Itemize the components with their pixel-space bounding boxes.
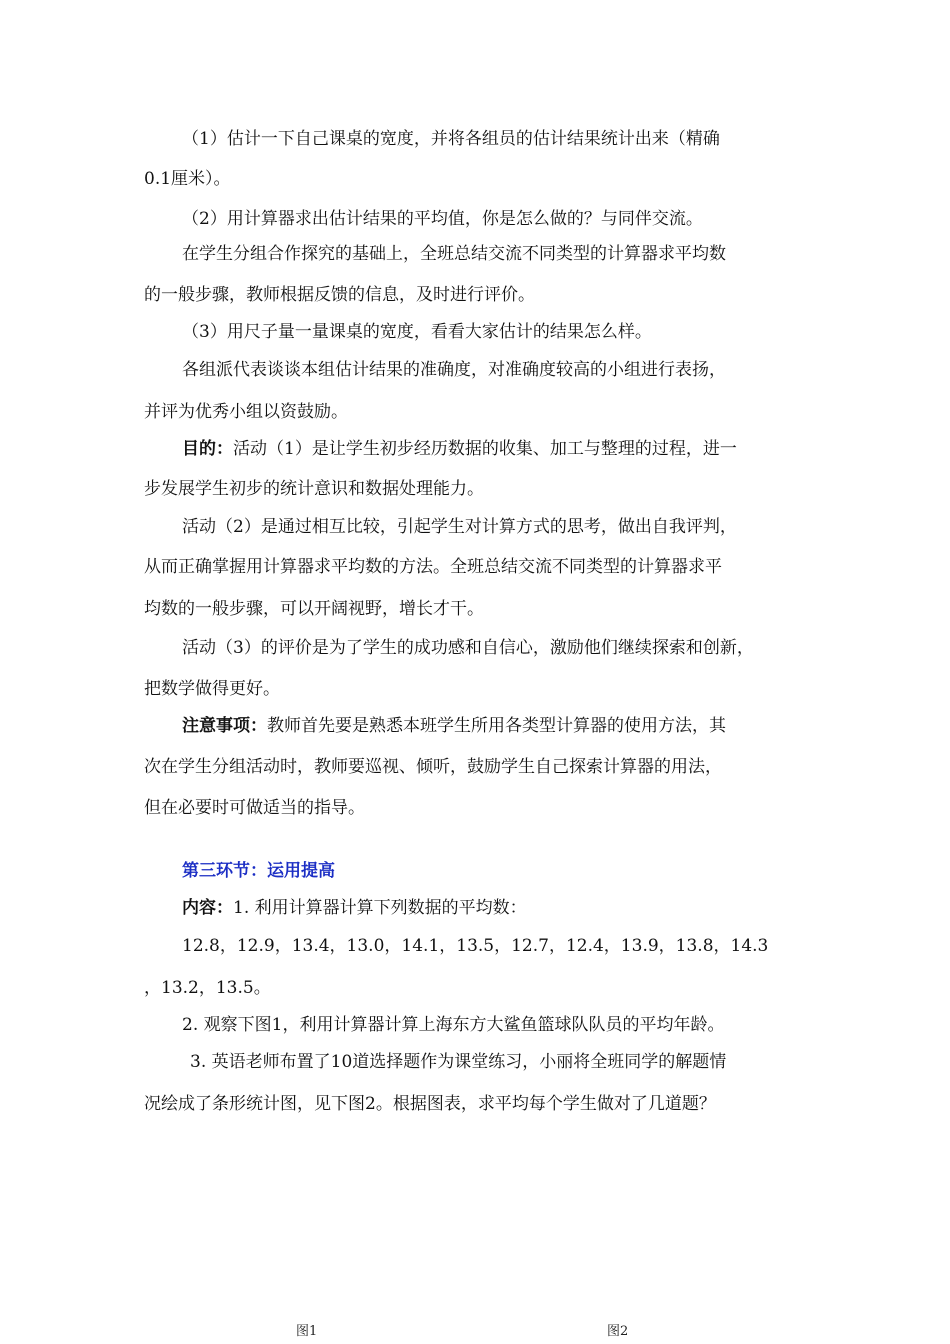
activity-1-line-1: （1）估计一下自己课桌的宽度，并将各组员的估计结果统计出来（精确 xyxy=(182,129,720,149)
content-line xyxy=(182,896,527,920)
purpose-3-line-2: 把数学做得更好。 xyxy=(144,679,280,699)
activity-1-line-2: 0.1厘米）。 xyxy=(144,169,231,189)
notes-line-2: 次在学生分组活动时，教师要巡视、倾听，鼓励学生自己探索计算器的用法， xyxy=(144,757,722,777)
content-label: 内容： xyxy=(182,898,233,918)
notes-line-1 xyxy=(182,714,726,738)
representatives-line-2: 并评为优秀小组以资鼓励。 xyxy=(144,402,348,422)
purpose-2-line-3: 均数的一般步骤，可以开阔视野，增长才干。 xyxy=(144,599,484,619)
purpose-label: 目的： xyxy=(182,439,233,459)
summary-line-1: 在学生分组合作探究的基础上，全班总结交流不同类型的计算器求平均数 xyxy=(182,244,726,264)
purpose-line-1 xyxy=(182,437,737,461)
question-3-line-1: 3. 英语老师布置了10道选择题作为课堂练习，小丽将全班同学的解题情 xyxy=(190,1052,727,1072)
summary-line-2: 的一般步骤，教师根据反馈的信息，及时进行评价。 xyxy=(144,285,535,305)
purpose-line-2: 步发展学生初步的统计意识和数据处理能力。 xyxy=(144,479,484,499)
data-line-1: 12.8，12.9，13.4，13.0，14.1，13.5，12.7，12.4，13.9，13.8，14.3 xyxy=(182,936,769,956)
purpose-2-line-2: 从而正确掌握用计算器求平均数的方法。全班总结交流不同类型的计算器求平 xyxy=(144,557,722,577)
purpose-text-1: 活动（1）是让学生初步经历数据的收集、加工与整理的过程，进一 xyxy=(233,439,737,459)
section-heading: 第三环节：运用提高 xyxy=(182,861,335,881)
question-3-line-2: 况绘成了条形统计图，见下图2。根据图表，求平均每个学生做对了几道题？ xyxy=(144,1094,716,1114)
activity-3: （3）用尺子量一量课桌的宽度，看看大家估计的结果怎么样。 xyxy=(182,322,652,342)
data-line-2: ，13.2，13.5。 xyxy=(144,978,271,998)
figure-2-caption: 图2 xyxy=(607,1324,629,1339)
representatives-line-1: 各组派代表谈谈本组估计结果的准确度，对准确度较高的小组进行表扬， xyxy=(182,360,726,380)
figure-1-caption: 图1 xyxy=(296,1324,318,1339)
purpose-3-line-1: 活动（3）的评价是为了学生的成功感和自信心，激励他们继续探索和创新， xyxy=(182,638,754,658)
activity-2: （2）用计算器求出估计结果的平均值，你是怎么做的？与同伴交流。 xyxy=(182,209,703,229)
notes-label: 注意事项： xyxy=(182,716,267,736)
purpose-2-line-1: 活动（2）是通过相互比较，引起学生对计算方式的思考，做出自我评判， xyxy=(182,517,737,537)
notes-text-1: 教师首先要是熟悉本班学生所用各类型计算器的使用方法，其 xyxy=(267,716,726,736)
question-2: 2. 观察下图1，利用计算器计算上海东方大鲨鱼篮球队队员的平均年龄。 xyxy=(182,1015,725,1035)
notes-line-3: 但在必要时可做适当的指导。 xyxy=(144,798,365,818)
question-1: 1. 利用计算器计算下列数据的平均数： xyxy=(233,898,527,918)
